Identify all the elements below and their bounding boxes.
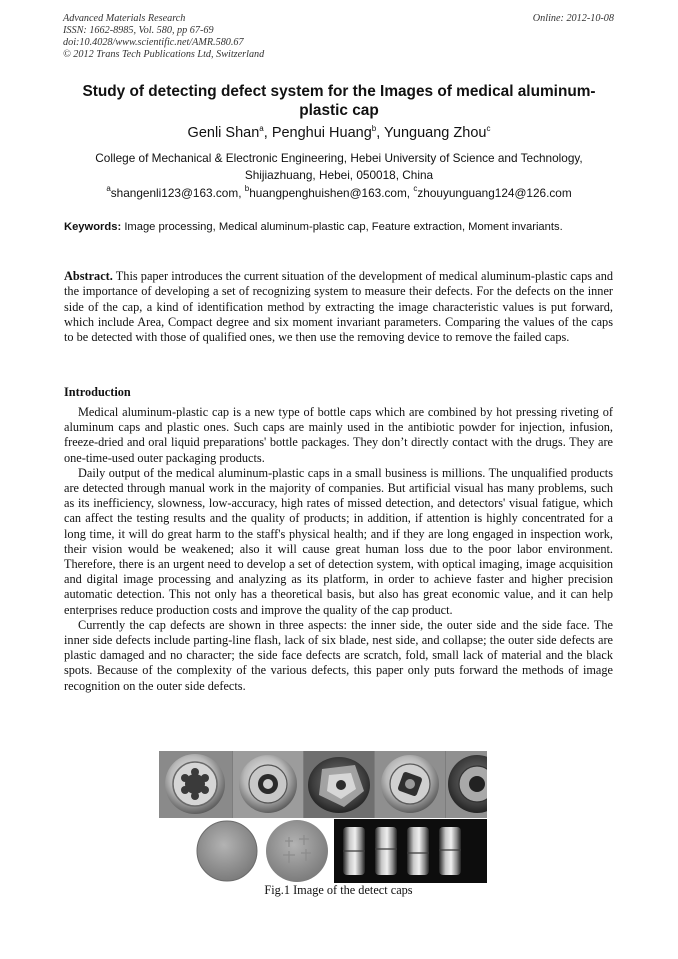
paper-title: Study of detecting defect system for the Images of medical aluminum-plastic cap: [82, 83, 596, 119]
email-address[interactable]: zhouyunguang124@126.com: [417, 186, 572, 200]
email-sup: c: [413, 184, 418, 193]
cap-image-6: [195, 819, 260, 883]
cap-image-4: [375, 751, 445, 818]
author-sup: c: [486, 124, 491, 133]
abstract-label: Abstract.: [64, 269, 113, 283]
body-paragraph: Currently the cap defects are shown in three aspects: the inner side, the outer side and the side face. The inner side defects include parting-line flash, lack of six blade, nest side, and collapse; the outer side defects are plastic damaged and no character; the side face defects are scratch, fold, small lack of material and the black spots. Because of the complexity of the various defects, this paper only puts forward the methods of image recognition on the outer side defects.: [64, 617, 613, 693]
journal-header: [63, 13, 264, 61]
author-list: Genli Shan$^a$, Penghui Huang$^b$, Yunguang Zhou$^c$: [187, 124, 491, 141]
cap-image-2: [233, 751, 303, 818]
abstract-text: This paper introduces the current situation of the development of medical aluminum-plastic caps and the importance of developing a set of recognizing system to measure their defects. For the defects on the inner side of the cap, a kind of identification method by extracting the image characteristic values is put forward, which include Area, Compact degree and six moment invariant parameters. Comparing the values of the caps to be detected with those of qualified ones, we then use the removing device to remove the failed caps.: [64, 269, 613, 345]
affiliation-line: Shijiazhuang, Hebei, 050018, China: [244, 167, 434, 182]
keywords-label: Keywords:: [64, 221, 122, 233]
copyright-line: © 2012 Trans Tech Publications Ltd, Switzerland: [63, 49, 265, 60]
doi-line[interactable]: doi:10.4028/www.scientific.net/AMR.580.67: [63, 37, 244, 48]
body-paragraph: Medical aluminum-plastic cap is a new type of bottle caps which are combined by hot pressing riveting of aluminum caps and plastic ones. Such caps are mainly used in the antibiotic powder for injection, infusion, freeze-dried and oral liquid preparations' bottle packages. They don’t directly contact with the drugs. They are one-time-used outer packaging products.: [64, 405, 613, 465]
cap-image-8-side-views: [334, 819, 487, 883]
author-name: Yunguang Zhou: [384, 125, 487, 141]
affiliation-line: College of Mechanical & Electronic Engineering, Hebei University of Science and Technology,: [95, 151, 583, 165]
author-name: Genli Shan: [187, 125, 260, 141]
email-list: $^a$shangenli123@163.com, $^b$huangpenghuishen@163.com, $^c$zhouyunguang124@126.com: [106, 184, 572, 200]
affiliation: [64, 150, 614, 183]
author-sup: a: [259, 124, 264, 133]
introduction-body: [64, 405, 613, 694]
journal-name: Advanced Materials Research: [63, 13, 186, 24]
keywords-text: Image processing, Medical aluminum-plastic cap, Feature extraction, Moment invariants.: [124, 221, 563, 233]
cap-image-5: [446, 751, 487, 818]
section-heading: Introduction: [64, 385, 131, 399]
email-address[interactable]: shangenli123@163.com: [110, 186, 239, 200]
cap-image-7: [261, 819, 333, 883]
cap-image-3: [304, 751, 374, 818]
figure-caption: Fig.1 Image of the detect caps: [264, 883, 413, 897]
email-sup: a: [106, 184, 111, 193]
email-sup: b: [244, 184, 250, 193]
keywords-block: [64, 220, 613, 235]
author-sup: b: [371, 124, 377, 133]
figure-cap-images: [159, 751, 487, 883]
abstract-block: [64, 269, 613, 345]
author-name: Penghui Huang: [271, 125, 372, 141]
cap-image-1: [159, 751, 232, 818]
body-paragraph: Daily output of the medical aluminum-plastic caps in a small business is millions. The unqualified products are detected through manual work in the majority of companies. But artificial visual has many problems, such as its inefficiency, slowness, low-accuracy, high rates of missed detection, and detectors' visual fatigue, which can affect the testing results and the quality of products; in addition, if attention is highly concentrated for a long time, it will do great harm to the staff's physical health; and if they are long engaged in inspection work, their vision would be weakened; also it will cause great human loss due to the poor labor environment. Therefore, there is an urgent need to develop a set of detection system, with optical imaging, image acquisition and digital image processing and analyzing as its platform, in order to achieve faster and higher precision automatic detection. This not only has a theoretical basis, but also has great economic value, and it can help enterprises reduce production costs and improve the quality of the cap product.: [64, 465, 613, 617]
online-date: Online: 2012-10-08: [532, 13, 614, 24]
email-address[interactable]: huangpenghuishen@163.com: [249, 186, 407, 200]
issn-line: ISSN: 1662-8985, Vol. 580, pp 67-69: [63, 25, 214, 36]
